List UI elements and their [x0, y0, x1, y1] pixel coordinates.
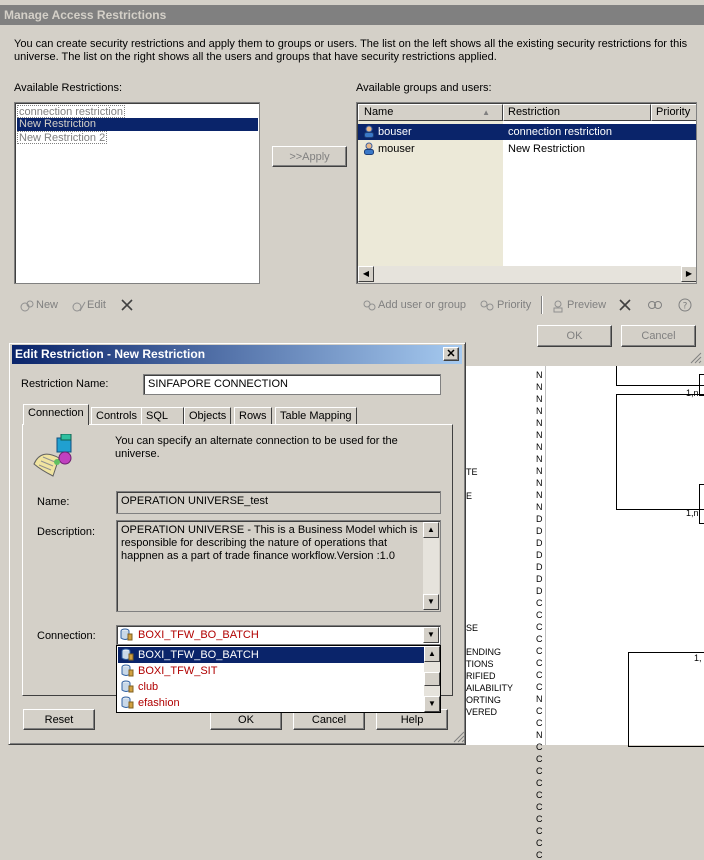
- tab-sql[interactable]: SQL: [141, 407, 184, 425]
- dialog-title: Edit Restriction - New Restriction: [12, 345, 462, 364]
- database-icon: [121, 648, 134, 661]
- schema-type-letter: N: [536, 382, 543, 392]
- schema-fragment: ENDING: [466, 647, 502, 657]
- preview-icon: [551, 299, 565, 316]
- new-icon: [20, 299, 34, 316]
- schema-fragment: TIONS: [466, 659, 494, 669]
- schema-type-letter: C: [536, 850, 543, 860]
- connection-option-label: efashion: [138, 697, 180, 709]
- schema-type-letter: C: [536, 634, 543, 644]
- list-item[interactable]: [118, 647, 426, 663]
- table-row[interactable]: [358, 141, 697, 157]
- scroll-thumb[interactable]: [424, 672, 440, 686]
- list-item[interactable]: New Restriction: [17, 118, 258, 131]
- preview-button[interactable]: [549, 297, 609, 315]
- list-item[interactable]: [118, 679, 426, 695]
- edit-icon: [72, 299, 86, 316]
- priority-label: Priority: [497, 299, 532, 311]
- schema-type-letter: N: [536, 418, 543, 428]
- schema-type-letter: N: [536, 394, 543, 404]
- toolbar-separator: [541, 296, 543, 314]
- schema-handle: [699, 374, 704, 396]
- schema-fragment: ORTING: [466, 695, 501, 705]
- dropdown-scrollbar[interactable]: [424, 646, 440, 712]
- schema-type-letter: D: [536, 538, 543, 548]
- new-label: New: [36, 299, 59, 311]
- schema-type-letter: N: [536, 490, 543, 500]
- user-name: bouser: [378, 126, 412, 138]
- schema-type-letter: N: [536, 466, 543, 476]
- description-text: OPERATION UNIVERSE - This is a Business Model which is responsible for describing the nature of operations that happnen as a part of trade finance workflow.Version :1.0: [121, 524, 418, 562]
- schema-type-letter: C: [536, 790, 543, 800]
- tab-connection[interactable]: Connection: [23, 404, 89, 425]
- schema-divider: [545, 366, 546, 745]
- tab-rows[interactable]: Rows: [234, 407, 272, 425]
- scroll-down-icon[interactable]: ▼: [423, 594, 439, 610]
- schema-fragment: TE: [466, 467, 478, 477]
- schema-type-letter: C: [536, 610, 543, 620]
- description-field: [116, 520, 441, 612]
- connection-option-label: BOXI_TFW_BO_BATCH: [138, 649, 259, 661]
- name-label: Name:: [37, 496, 70, 508]
- available-restrictions-label: Available Restrictions:: [14, 82, 123, 94]
- schema-table: [616, 366, 704, 386]
- connection-label: Connection:: [37, 630, 96, 642]
- description-label: Description:: [37, 526, 96, 538]
- connection-option-label: BOXI_TFW_SIT: [138, 665, 218, 677]
- schema-type-letter: N: [536, 370, 543, 380]
- resize-grip-icon[interactable]: [453, 731, 465, 743]
- column-header-priority[interactable]: Priority: [651, 104, 697, 121]
- connection-select[interactable]: [116, 625, 441, 645]
- schema-fragment: RIFIED: [466, 671, 496, 681]
- tab-controls[interactable]: Controls: [91, 407, 142, 425]
- main-cancel-button[interactable]: Cancel: [621, 325, 696, 347]
- schema-type-letter: N: [536, 454, 543, 464]
- list-item[interactable]: [118, 663, 426, 679]
- table-row[interactable]: [358, 124, 697, 140]
- schema-table: [628, 652, 704, 747]
- schema-fragment: E: [466, 491, 473, 501]
- schema-cardinality: 1,: [694, 653, 702, 663]
- restriction-name-label: Restriction Name:: [21, 378, 109, 390]
- schema-type-letter: C: [536, 742, 543, 752]
- schema-type-letter: D: [536, 586, 543, 596]
- dialog-close-icon[interactable]: ✕: [443, 347, 459, 361]
- schema-type-letter: C: [536, 814, 543, 824]
- schema-fragment: AILABILITY: [466, 683, 514, 693]
- schema-type-letter: C: [536, 838, 543, 848]
- universe-name-field: OPERATION UNIVERSE_test: [116, 491, 441, 514]
- column-header-name-label: Name: [364, 106, 394, 118]
- add-user-label: Add user or group: [378, 299, 467, 311]
- schema-type-letter: D: [536, 562, 543, 572]
- user-restriction: connection restriction: [508, 126, 612, 138]
- schema-type-letter: C: [536, 706, 543, 716]
- schema-type-letter: C: [536, 766, 543, 776]
- add-user-icon: [362, 299, 376, 316]
- schema-type-letter: C: [536, 826, 543, 836]
- schema-type-letter: C: [536, 646, 543, 656]
- priority-icon: [479, 299, 495, 316]
- connection-wizard-icon: [31, 434, 79, 480]
- list-item[interactable]: connection restriction: [19, 106, 123, 118]
- schema-handle: [699, 484, 704, 524]
- apply-button[interactable]: >>Apply: [272, 146, 347, 167]
- connection-intro-text: You can specify an alternate connection to be used for the universe.: [115, 435, 398, 460]
- schema-type-letter: C: [536, 670, 543, 680]
- schema-type-letter: N: [536, 442, 543, 452]
- dialog-ok-button[interactable]: OK: [210, 709, 282, 730]
- user-name: mouser: [378, 143, 415, 155]
- dialog-help-button[interactable]: Help: [376, 709, 448, 730]
- help-icon[interactable]: [677, 297, 693, 313]
- schema-type-letter: C: [536, 682, 543, 692]
- available-groups-label: Available groups and users:: [356, 82, 492, 94]
- list-item[interactable]: [118, 695, 426, 711]
- user-icon: [363, 125, 375, 138]
- dialog-cancel-button[interactable]: Cancel: [293, 709, 365, 730]
- user-restriction: New Restriction: [508, 143, 586, 155]
- scroll-down-icon[interactable]: ▼: [424, 696, 440, 712]
- sort-arrow-icon: ▲: [482, 108, 490, 117]
- schema-type-letter: C: [536, 718, 543, 728]
- schema-type-letter: N: [536, 694, 543, 704]
- list-item[interactable]: New Restriction 2: [19, 132, 106, 144]
- svg-text:?: ?: [682, 301, 688, 312]
- schema-type-letter: C: [536, 622, 543, 632]
- scroll-up-icon[interactable]: ▲: [424, 646, 440, 662]
- reset-button[interactable]: Reset: [23, 709, 95, 730]
- database-icon: [121, 664, 134, 677]
- database-icon: [121, 696, 134, 709]
- schema-type-letter: N: [536, 430, 543, 440]
- schema-fragment: VERED: [466, 707, 498, 717]
- scroll-up-icon[interactable]: ▲: [423, 522, 439, 538]
- priority-button[interactable]: [477, 297, 535, 315]
- schema-type-letter: C: [536, 754, 543, 764]
- schema-type-letter: C: [536, 598, 543, 608]
- tab-objects[interactable]: Objects: [184, 407, 231, 425]
- schema-cardinality: 1,n: [686, 388, 699, 398]
- schema-type-letter: D: [536, 526, 543, 536]
- scroll-left-icon[interactable]: ◀: [358, 266, 374, 282]
- restrictions-list[interactable]: [14, 102, 260, 284]
- delete-restriction-icon[interactable]: [119, 297, 135, 313]
- window-title: Manage Access Restrictions: [0, 5, 704, 25]
- resize-grip-icon[interactable]: [690, 352, 702, 364]
- schema-type-letter: C: [536, 778, 543, 788]
- schema-cardinality: 1,n: [686, 508, 699, 518]
- chevron-down-icon[interactable]: ▼: [423, 627, 439, 643]
- schema-fragment: SE: [466, 623, 479, 633]
- new-restriction-button[interactable]: [18, 297, 60, 315]
- settings-icon[interactable]: [647, 297, 663, 313]
- users-list[interactable]: [356, 102, 697, 284]
- main-ok-button[interactable]: OK: [537, 325, 612, 347]
- database-icon: [121, 680, 134, 693]
- universe-schema-canvas: [466, 366, 704, 860]
- edit-restriction-dialog: [8, 342, 466, 745]
- tab-table-mapping[interactable]: Table Mapping: [275, 407, 357, 425]
- horizontal-scrollbar[interactable]: [358, 266, 697, 283]
- column-header-name[interactable]: [358, 104, 503, 121]
- schema-type-letter: N: [536, 502, 543, 512]
- column-header-restriction[interactable]: Restriction: [503, 104, 651, 121]
- add-user-or-group-button[interactable]: [360, 297, 468, 315]
- schema-table: [616, 394, 704, 510]
- schema-type-letter: C: [536, 658, 543, 668]
- user-icon: [363, 142, 375, 155]
- schema-type-letter: N: [536, 406, 543, 416]
- schema-type-letter: N: [536, 478, 543, 488]
- connection-dropdown-list[interactable]: [116, 645, 441, 713]
- restriction-name-input[interactable]: SINFAPORE CONNECTION: [143, 374, 441, 395]
- remove-user-icon[interactable]: [617, 297, 633, 313]
- schema-type-letter: D: [536, 574, 543, 584]
- connection-option-label: club: [138, 681, 159, 693]
- schema-type-letter: N: [536, 730, 543, 740]
- database-icon: [120, 628, 133, 641]
- scroll-right-icon[interactable]: ▶: [681, 266, 697, 282]
- schema-type-letter: D: [536, 514, 543, 524]
- schema-type-letter: D: [536, 550, 543, 560]
- edit-label: Edit: [87, 299, 106, 311]
- window-description: You can create security restrictions and apply them to groups or users. The list on the left shows all the existing security restrictions for this universe. The list on the right shows all the users and groups that have security restrictions applied.: [14, 38, 688, 63]
- description-scrollbar[interactable]: [423, 522, 439, 610]
- edit-restriction-button[interactable]: [70, 297, 110, 315]
- connection-select-value: BOXI_TFW_BO_BATCH: [138, 629, 259, 641]
- preview-label: Preview: [567, 299, 607, 311]
- schema-type-letter: C: [536, 802, 543, 812]
